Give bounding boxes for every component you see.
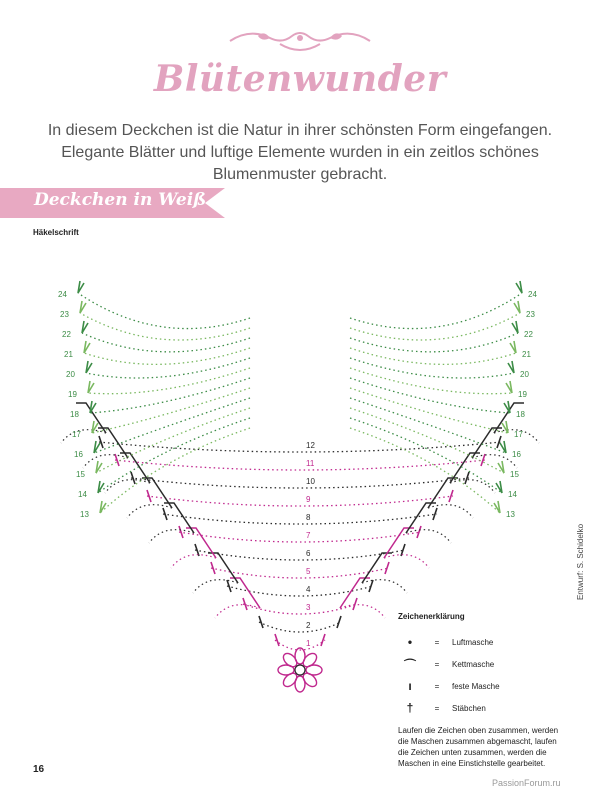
- stitch-mark: [96, 461, 102, 473]
- stitch-mark: [211, 562, 389, 574]
- legend-equals: =: [434, 659, 440, 669]
- stitch-mark: [243, 598, 357, 610]
- row-number: 16: [512, 450, 521, 459]
- legend-equals: =: [434, 703, 440, 713]
- row-number: 3: [306, 603, 311, 612]
- legend-item: [398, 653, 568, 675]
- chain-arc: [450, 480, 495, 493]
- wing-row-arc: [350, 408, 504, 473]
- row-number: 8: [306, 513, 311, 522]
- stitch-mark: [147, 490, 453, 502]
- row-number: 13: [506, 510, 515, 519]
- row-number: 18: [70, 410, 79, 419]
- row-number: 13: [80, 510, 89, 519]
- diagram-row-arc: [243, 604, 357, 614]
- wing-row-arc: [350, 358, 514, 378]
- wing-row-arc: [100, 428, 250, 513]
- wing-row-arc: [88, 368, 250, 394]
- stitch-mark: [195, 544, 405, 556]
- legend-desc: Stäbchen: [452, 703, 486, 713]
- wing-row-arc: [94, 398, 250, 453]
- wing-row-arc: [84, 348, 250, 364]
- stitch-mark: [510, 341, 516, 353]
- chain-arc: [472, 455, 517, 468]
- stitch-mark: [80, 301, 86, 313]
- wing-row-arc: [350, 313, 520, 340]
- legend-item: [398, 675, 568, 697]
- row-number: 15: [510, 470, 519, 479]
- row-number: 21: [64, 350, 73, 359]
- stitch-mark: [131, 472, 469, 484]
- legend-equals: =: [434, 681, 440, 691]
- slip-stitch-icon: ⌒: [403, 657, 416, 672]
- row-number: 23: [60, 310, 69, 319]
- diagram-row-arc: [195, 550, 405, 560]
- stitch-mark: [86, 361, 92, 373]
- row-number: 16: [74, 450, 83, 459]
- stitch-mark: [508, 361, 514, 373]
- chain-arc: [384, 555, 429, 568]
- chain-arc: [83, 455, 128, 468]
- chain-arc: [215, 605, 260, 618]
- wing-row-arc: [350, 368, 512, 394]
- row-number: 17: [72, 430, 81, 439]
- single-crochet-icon: ı: [408, 679, 412, 693]
- stitch-mark: [504, 401, 510, 413]
- legend-equals: =: [434, 637, 440, 647]
- wing-row-arc: [86, 358, 250, 378]
- stitch-mark: [259, 616, 341, 628]
- row-number: 15: [76, 470, 85, 479]
- row-number: 5: [306, 567, 311, 576]
- row-number: 19: [68, 390, 77, 399]
- legend-desc: Kettmasche: [452, 659, 495, 669]
- row-number: 19: [518, 390, 527, 399]
- stitch-mark: [275, 634, 325, 646]
- row-number: 18: [516, 410, 525, 419]
- row-number: 4: [306, 585, 311, 594]
- wing-row-arc: [78, 293, 250, 329]
- wing-row-arc: [350, 333, 518, 352]
- wing-row-arc: [82, 333, 250, 352]
- row-number: 14: [508, 490, 517, 499]
- stitch-mark: [99, 436, 501, 448]
- stitch-mark: [115, 454, 485, 466]
- row-number: 23: [526, 310, 535, 319]
- row-number: 14: [78, 490, 87, 499]
- stitch-mark: [179, 526, 421, 538]
- section-banner-label: Deckchen in Weiß: [34, 190, 207, 210]
- wing-row-arc: [350, 378, 510, 413]
- chain-arc: [149, 530, 194, 543]
- legend-item: [398, 697, 568, 719]
- row-number: 22: [524, 330, 533, 339]
- diagram-row-arc: [115, 460, 485, 470]
- stitch-mark: [78, 281, 84, 293]
- row-number: 1: [306, 639, 311, 648]
- legend: [398, 612, 568, 769]
- row-number: 20: [66, 370, 75, 379]
- stitch-mark: [498, 461, 504, 473]
- stitch-mark: [516, 281, 522, 293]
- wing-row-arc: [350, 388, 508, 433]
- row-number: 7: [306, 531, 311, 540]
- row-number: 6: [306, 549, 311, 558]
- diagram-row-arc: [259, 622, 341, 632]
- stitch-mark: [163, 508, 437, 520]
- diagram-row-arc: [163, 514, 437, 524]
- row-number: 20: [520, 370, 529, 379]
- wing-row-arc: [96, 408, 250, 473]
- wing-row-arc: [350, 428, 500, 513]
- row-number: 11: [306, 459, 315, 468]
- legend-desc: Luftmasche: [452, 637, 494, 647]
- stitch-mark: [512, 321, 518, 333]
- row-number: 24: [528, 290, 537, 299]
- wing-row-arc: [350, 293, 522, 329]
- row-number: 21: [522, 350, 531, 359]
- row-number: 9: [306, 495, 311, 504]
- decorative-ornament: [220, 26, 380, 56]
- diagram-row-arc: [179, 532, 421, 542]
- page-number: 16: [33, 764, 45, 775]
- stitch-mark: [90, 401, 96, 413]
- chain-arc: [340, 605, 385, 618]
- stitch-mark: [494, 501, 500, 513]
- diagram-row-arc: [131, 478, 469, 488]
- stitch-mark: [506, 381, 512, 393]
- page-title: Blütenwunder: [153, 58, 447, 100]
- flower-center: [295, 665, 305, 675]
- stitch-mark: [94, 441, 100, 453]
- row-number: 17: [514, 430, 523, 439]
- diagram-subtitle: Häkelschrift: [33, 228, 79, 237]
- row-number: 2: [306, 621, 311, 630]
- stitch-mark: [88, 381, 94, 393]
- wing-row-arc: [350, 398, 506, 453]
- double-crochet-icon: †: [406, 701, 414, 715]
- row-number: 22: [62, 330, 71, 339]
- chain-stitch-icon: •: [407, 635, 413, 649]
- intro-text: In diesem Deckchen ist die Natur in ihrer schönsten Form eingefangen. Elegante Blätter und luftige Elemente wurden in ein zeitlos schönes Blumenmuster gebracht.: [47, 122, 553, 183]
- diagram-row-arc: [147, 496, 453, 506]
- chain-arc: [171, 555, 216, 568]
- stitch-mark: [100, 501, 106, 513]
- diagram-row-arc: [99, 442, 501, 452]
- legend-desc: feste Masche: [452, 681, 500, 691]
- chain-arc: [406, 530, 451, 543]
- chain-arc: [105, 480, 150, 493]
- diagram-row-arc: [211, 568, 389, 578]
- wing-row-arc: [350, 348, 516, 364]
- stitch-mark: [500, 441, 506, 453]
- stitch-mark: [514, 301, 520, 313]
- stitch-mark: [82, 321, 88, 333]
- legend-note: Laufen die Zeichen oben zusammen, werden die Maschen zusammen abgemascht, laufen die Zeichen unten zusammen, werden die Maschen in eine Einstichstelle gearbeitet.: [398, 726, 559, 768]
- wing-row-arc: [98, 418, 250, 493]
- legend-title: Zeichenerklärung: [398, 612, 465, 621]
- legend-item: [398, 631, 568, 653]
- wing-row-arc: [92, 388, 250, 433]
- row-number: 12: [306, 441, 315, 450]
- row-number: 10: [306, 477, 315, 486]
- wing-row-arc: [90, 378, 250, 413]
- stitch-mark: [84, 341, 90, 353]
- watermark: PassionForum.ru: [492, 778, 561, 788]
- design-credit: Entwurf: S. Schidelko: [576, 523, 585, 600]
- wing-row-arc: [80, 313, 250, 340]
- wing-row-arc: [350, 418, 502, 493]
- row-number: 24: [58, 290, 67, 299]
